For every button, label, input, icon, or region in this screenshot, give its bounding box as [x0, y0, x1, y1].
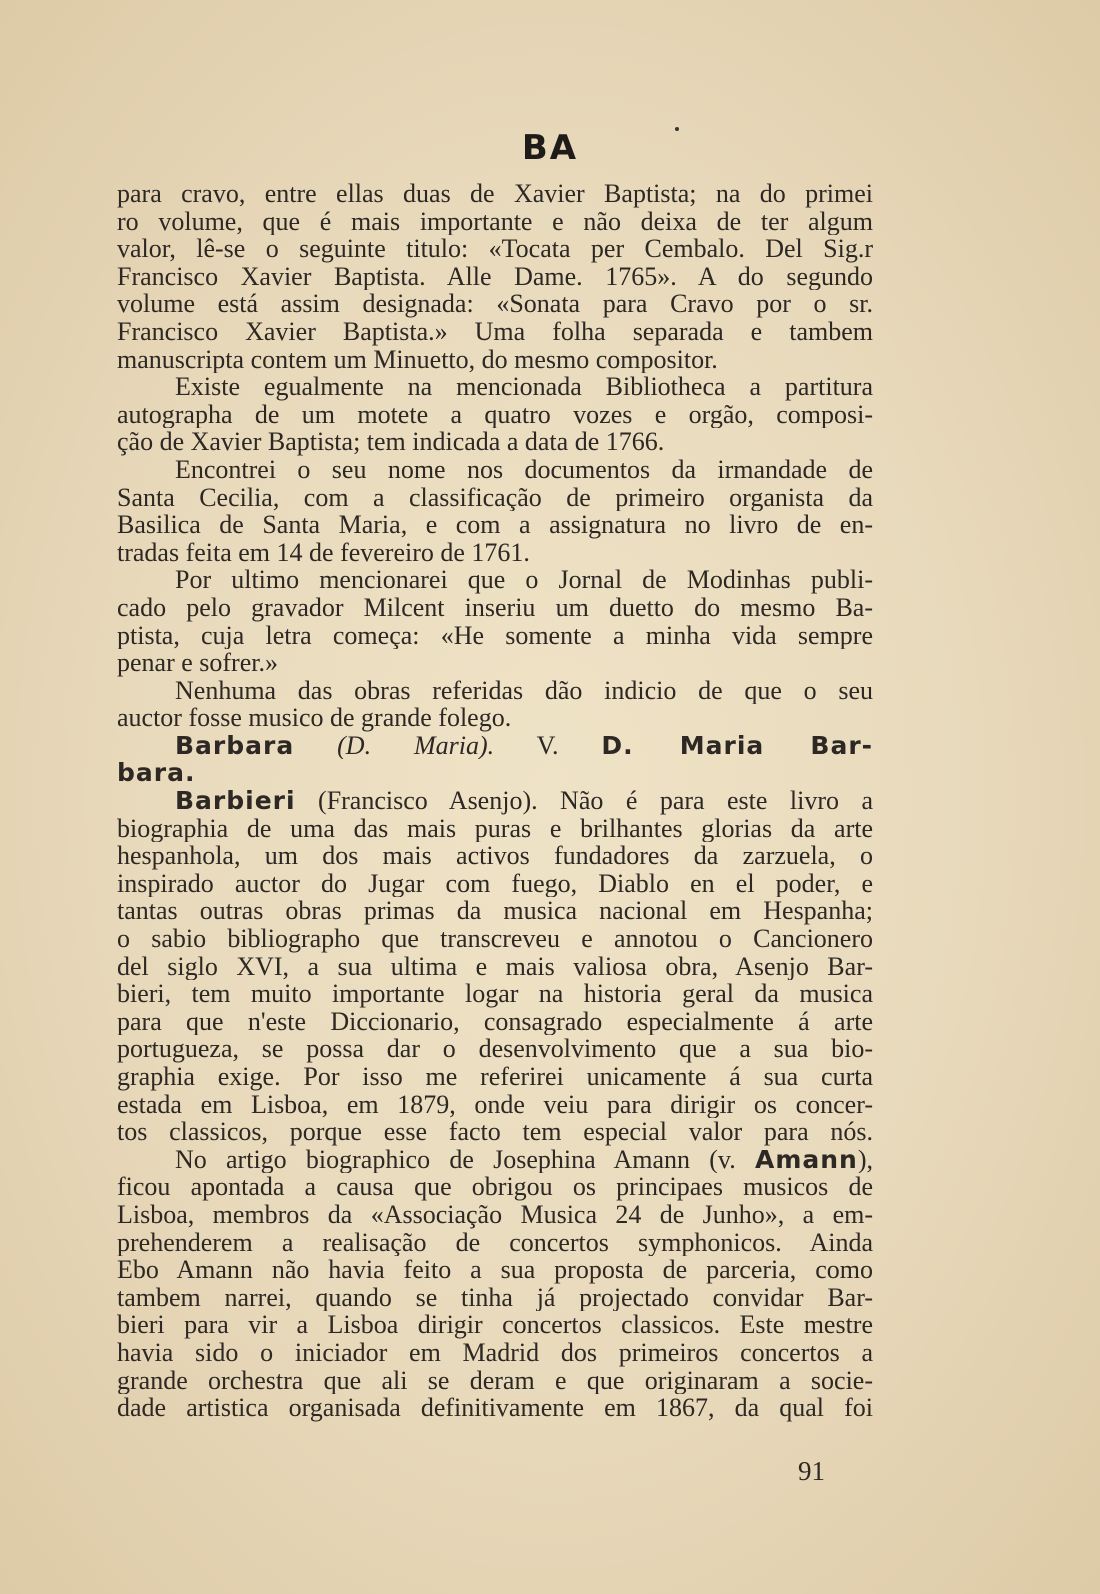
headword-barbara: Barbara	[175, 731, 295, 760]
body-text	[117, 180, 873, 1422]
text-line: ro volume, que é mais importante e não deixa de ter algum	[117, 207, 873, 236]
text-line: Francisco Xavier Baptista.» Uma folha separada e tambem	[117, 317, 873, 346]
text-line: Existe egualmente na mencionada Bibliotheca a partitura	[175, 373, 873, 401]
text-line: Santa Cecilia, com a classificação de primeiro organista da	[117, 483, 873, 512]
text-line: tantas outras obras primas da musica nacional em Hespanha;	[117, 897, 873, 926]
text-line: inspirado auctor do Jugar com fuego, Diablo en el poder, e	[117, 869, 873, 898]
cross-ref-amann: Amann	[754, 1145, 858, 1174]
text-line: ção de Xavier Baptista; tem indicada a data de 1766.	[117, 428, 665, 456]
text-line: Francisco Xavier Baptista. Alle Dame. 1765». A do segundo	[117, 262, 873, 291]
cross-ref-maria-barbara-cont: bara.	[117, 759, 196, 788]
entry-barbara	[117, 732, 873, 760]
text-line: bieri, tem muito importante logar na historia geral da musica	[117, 980, 873, 1008]
headword-barbieri: Barbieri	[175, 787, 296, 815]
text-line: cado pelo gravador Milcent inseriu um duetto do mesmo Ba-	[117, 593, 873, 622]
running-head: BA	[521, 128, 579, 168]
cross-ref-maria-barbara: D. Maria Bar-	[601, 731, 873, 760]
entry-barbara-paren: (D. Maria).	[337, 731, 495, 760]
page-number: 91	[798, 1456, 825, 1486]
text-line: auctor fosse musico de grande folego.	[117, 704, 512, 732]
paragraph-block-amann	[117, 1173, 873, 1421]
text-line: tos classicos, porque esse facto tem especial valor para nós.	[117, 1118, 873, 1146]
text-line: del siglo XVI, a sua ultima e mais valiosa obra, Asenjo Bar-	[117, 952, 873, 981]
text-line: Nenhuma das obras referidas dão indicio de que o seu	[175, 676, 873, 705]
entry-barbara-see: V.	[536, 731, 559, 760]
text-line: Por ultimo mencionarei que o Jornal de Modinhas publi-	[175, 566, 873, 594]
text-line: biographia de uma das mais puras e brilhantes glorias da arte	[117, 814, 873, 843]
paragraph-block-barbieri	[117, 815, 873, 1146]
text-line: Encontrei o seu nome nos documentos da irmandade de	[175, 455, 873, 484]
entry-barbara-cont	[117, 759, 873, 787]
text-line: grande orchestra que ali se deram e que originaram a socie-	[117, 1366, 873, 1395]
text-line: dade artistica organisada definitivamente em 1867, da qual foi	[117, 1394, 873, 1422]
text-line: Lisboa, membros da «Associação Musica 24 de Junho», a em-	[117, 1200, 873, 1229]
text-line: estada em Lisboa, em 1879, onde veiu para dirigir os concer-	[117, 1090, 873, 1119]
text-line: o sabio bibliographo que transcreveu e annotou o Cancionero	[117, 925, 873, 953]
amann-line-after: ),	[857, 1145, 873, 1174]
text-line: portugueza, se possa dar o desenvolvimento que a sua bio-	[117, 1035, 873, 1063]
text-line: havia sido o iniciador em Madrid dos primeiros concertos a	[117, 1338, 873, 1367]
text-line: para cravo, entre ellas duas de Xavier Baptista; na do primei	[117, 180, 873, 208]
text-line: prehenderem a realisação de concertos symphonicos. Ainda	[117, 1228, 873, 1257]
text-line: bieri para vir a Lisboa dirigir concertos classicos. Este mestre	[117, 1311, 873, 1339]
amann-line-before: No artigo biographico de Josephina Amann (v.	[175, 1145, 736, 1174]
text-line: hespanhola, um dos mais activos fundadores da zarzuela, o	[117, 842, 873, 870]
text-line: penar e sofrer.»	[117, 649, 278, 677]
text-line: tradas feita em 14 de fevereiro de 1761.	[117, 538, 530, 567]
text-line: valor, lê-se o seguinte titulo: «Tocata per Cembalo. Del Sig.r	[117, 235, 873, 263]
text-line: graphia exige. Por isso me referirei unicamente á sua curta	[117, 1063, 873, 1091]
amann-line	[117, 1146, 873, 1174]
entry-barbieri-first-line: (Francisco Asenjo). Não é para este livro a	[318, 787, 873, 815]
text-line: Ebo Amann não havia feito a sua proposta de parceria, como	[117, 1256, 873, 1284]
text-line: volume está assim designada: «Sonata para Cravo por o sr.	[117, 290, 873, 318]
text-line: manuscripta contem um Minuetto, do mesmo compositor.	[117, 345, 718, 374]
ink-speck	[675, 127, 679, 131]
text-line: ptista, cuja letra começa: «He somente a minha vida sempre	[117, 621, 873, 650]
text-line: para que n'este Diccionario, consagrado especialmente á arte	[117, 1007, 873, 1036]
text-line: ficou apontada a causa que obrigou os principaes musicos de	[117, 1173, 873, 1201]
entry-barbieri	[117, 787, 873, 815]
text-line: autographa de um motete a quatro vozes e orgão, composi-	[117, 400, 873, 429]
text-line: Basilica de Santa Maria, e com a assignatura no livro de en-	[117, 511, 873, 539]
text-line: tambem narrei, quando se tinha já projectado convidar Bar-	[117, 1283, 873, 1312]
paragraph-block-baptista	[117, 180, 873, 732]
